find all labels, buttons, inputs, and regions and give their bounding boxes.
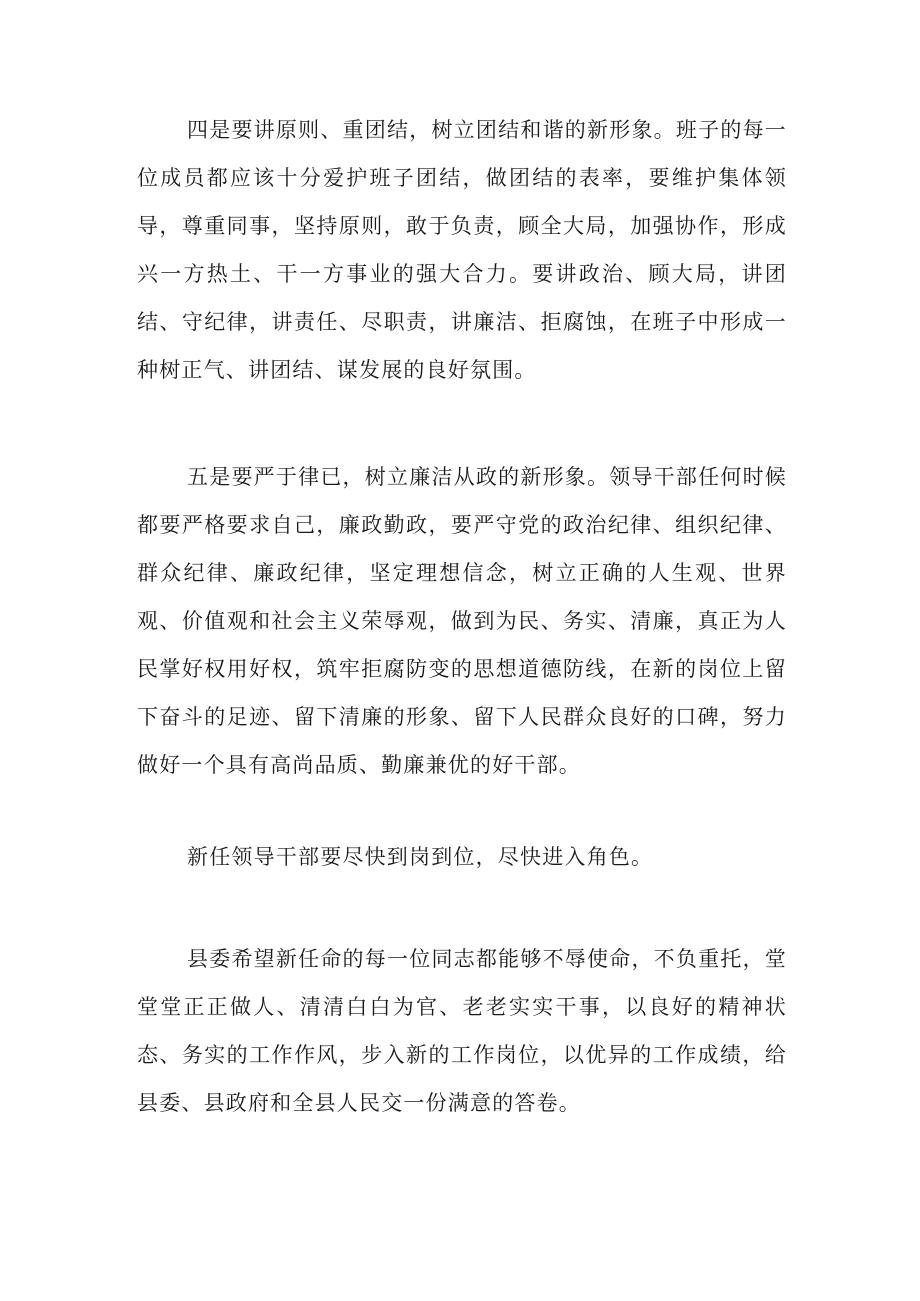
paragraph-quick-start: 新任领导干部要尽快到岗到位，尽快进入角色。 [187, 845, 654, 869]
paragraph-self-discipline: 五是要严于律已，树立廉洁从政的新形象。领导干部任何时候都要严格要求自己，廉政勤政，要严守党的政治纪律、组织纪律、群众纪律、廉政纪律，坚定理想信念，树立正确的人生观、世界观、价值观和社会主义荣辱观，做到为民、务实、清廉，真正为人民掌好权用好权，筑牢拒腐防变的思想道德防线，在新的岗位上留下奋斗的足迹、留下清廉的形象、留下人民群众良好的口碑，努力做好一个具有高尚品质、勤廉兼优的好干部。 [137, 465, 787, 777]
paragraph-principles-unity: 四是要讲原则、重团结，树立团结和谐的新形象。班子的每一位成员都应该十分爱护班子团结，做团结的表率，要维护集体领导，尊重同事，坚持原则，敢于负责，顾全大局，加强协作，形成兴一方热土、干一方事业的强大合力。要讲政治、顾大局，讲团结、守纪律，讲责任、尽职责，讲廉洁、拒腐蚀，在班子中形成一种树正气、讲团结、谋发展的良好氛围。 [137, 118, 787, 382]
paragraph-county-hopes: 县委希望新任命的每一位同志都能够不辱使命，不负重托，堂堂堂正正做人、清清白白为官、老老实实干事，以良好的精神状态、务实的工作作风，步入新的工作岗位，以优异的工作成绩，给县委、县政府和全县人民交一份满意的答卷。 [137, 947, 787, 1115]
